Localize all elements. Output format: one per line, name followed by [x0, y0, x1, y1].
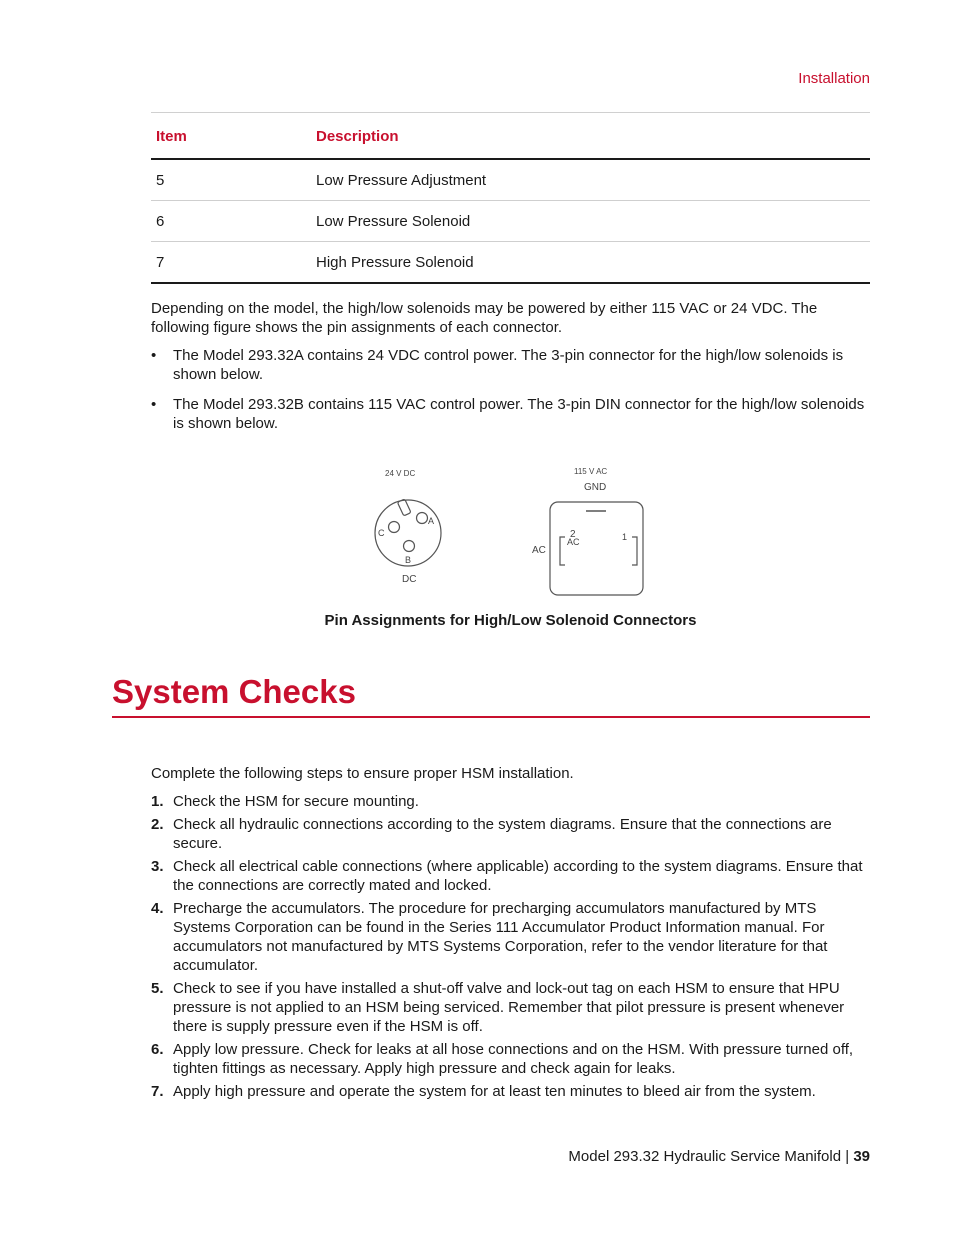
bullet-list: [151, 346, 870, 384]
step-text: Check the HSM for secure mounting.: [173, 793, 419, 810]
step-number: 6.: [151, 1041, 164, 1058]
running-header: Installation: [798, 70, 870, 87]
dc-title: 24 V DC: [385, 469, 416, 478]
table-row: [151, 201, 870, 242]
list-item: [151, 792, 870, 811]
step-number: 4.: [151, 900, 164, 917]
item-number: 5: [151, 159, 316, 201]
connector-pin-figure: [360, 460, 660, 600]
list-item: [151, 815, 870, 853]
step-text: Precharge the accumulators. The procedure for precharging accumulators manufactured by MTS Systems Corporation can be found in the Series 111 Accumulator Product Information manual. For accumulators not manufactured by MTS Systems Corporation, refer to the vendor literature for that accumulator.: [173, 900, 828, 974]
item-description: High Pressure Solenoid: [316, 242, 870, 284]
step-number: 5.: [151, 980, 164, 997]
step-number: 1.: [151, 793, 164, 810]
ac-connector-body: [550, 502, 643, 595]
footer-title: Model 293.32 Hydraulic Service Manifold: [568, 1148, 842, 1165]
page-footer: [568, 1148, 870, 1165]
item-number: 6: [151, 201, 316, 242]
list-item: [151, 346, 870, 384]
list-item: [151, 899, 870, 975]
item-description: Low Pressure Adjustment: [316, 159, 870, 201]
list-item: [151, 979, 870, 1036]
list-item: [151, 1040, 870, 1078]
ac-pin-2-sub-label: AC: [567, 537, 580, 547]
footer-separator: |: [845, 1148, 850, 1165]
header-rule: [151, 112, 870, 113]
step-number: 3.: [151, 858, 164, 875]
dc-connector-diagram: [375, 469, 441, 585]
step-number: 2.: [151, 816, 164, 833]
figure-caption: Pin Assignments for High/Low Solenoid Connectors: [324, 612, 697, 629]
list-item: [151, 857, 870, 895]
ac-pin-1-bracket: [632, 537, 637, 565]
dc-pin-b: [404, 541, 415, 552]
dc-pin-c-label: C: [378, 528, 385, 538]
ac-pin-2-bracket: [560, 537, 565, 565]
items-table: [151, 114, 870, 284]
table-row: [151, 159, 870, 201]
item-description: Low Pressure Solenoid: [316, 201, 870, 242]
steps-list: [151, 792, 870, 1105]
bullet-icon: •: [151, 347, 157, 364]
bullet-list: [151, 395, 870, 433]
steps-intro: Complete the following steps to ensure proper HSM installation.: [151, 765, 574, 782]
dc-pin-c: [389, 522, 400, 533]
step-text: Check to see if you have installed a shut-off valve and lock-out tag on each HSM to ensure that HPU pressure is not applied to an HSM being serviced. Remember that pilot pressure is present whenever there is supply pressure even if the HSM is off.: [173, 980, 845, 1035]
column-header-item: Item: [151, 114, 316, 159]
step-number: 7.: [151, 1083, 164, 1100]
dc-label: DC: [402, 574, 417, 585]
list-item: [151, 1082, 870, 1101]
step-text: Apply high pressure and operate the system for at least ten minutes to bleed air from the system.: [173, 1083, 816, 1100]
ac-pin-1-label: 1: [622, 532, 628, 542]
column-header-description: Description: [316, 114, 870, 159]
ac-pin-2-label: 2: [570, 529, 576, 540]
item-number: 7: [151, 242, 316, 284]
section-title: System Checks: [112, 673, 356, 710]
ac-connector-diagram: [532, 467, 643, 595]
table-row: [151, 242, 870, 284]
bullet-text: The Model 293.32A contains 24 VDC control power. The 3-pin connector for the high/low solenoids is shown below.: [173, 347, 844, 383]
list-item: [151, 395, 870, 433]
section-rule: [112, 716, 870, 718]
ac-title: 115 V AC: [574, 467, 608, 476]
page-number: 39: [853, 1148, 870, 1165]
dc-pin-a-label: A: [428, 516, 435, 526]
dc-pin-b-label: B: [405, 555, 412, 565]
ac-gnd-label: GND: [584, 482, 607, 493]
bullet-text: The Model 293.32B contains 115 VAC control power. The 3-pin DIN connector for the high/low solenoids is shown below.: [173, 396, 865, 432]
step-text: Apply low pressure. Check for leaks at all hose connections and on the HSM. With pressure turned off, tighten fittings as necessary. Apply high pressure and check again for leaks.: [173, 1041, 854, 1077]
dc-key-notch: [397, 499, 411, 516]
step-text: Check all electrical cable connections (where applicable) according to the system diagrams. Ensure that the connections are correctly mated and locked.: [173, 858, 863, 894]
step-text: Check all hydraulic connections according to the system diagrams. Ensure that the connections are secure.: [173, 816, 832, 852]
intro-paragraph: Depending on the model, the high/low solenoids may be powered by either 115 VAC or 24 VDC. The following figure shows the pin assignments of each connector.: [151, 300, 818, 336]
dc-pin-a: [417, 513, 428, 524]
bullet-icon: •: [151, 396, 157, 413]
ac-side-label: AC: [532, 545, 546, 556]
table-header-row: [151, 114, 870, 159]
